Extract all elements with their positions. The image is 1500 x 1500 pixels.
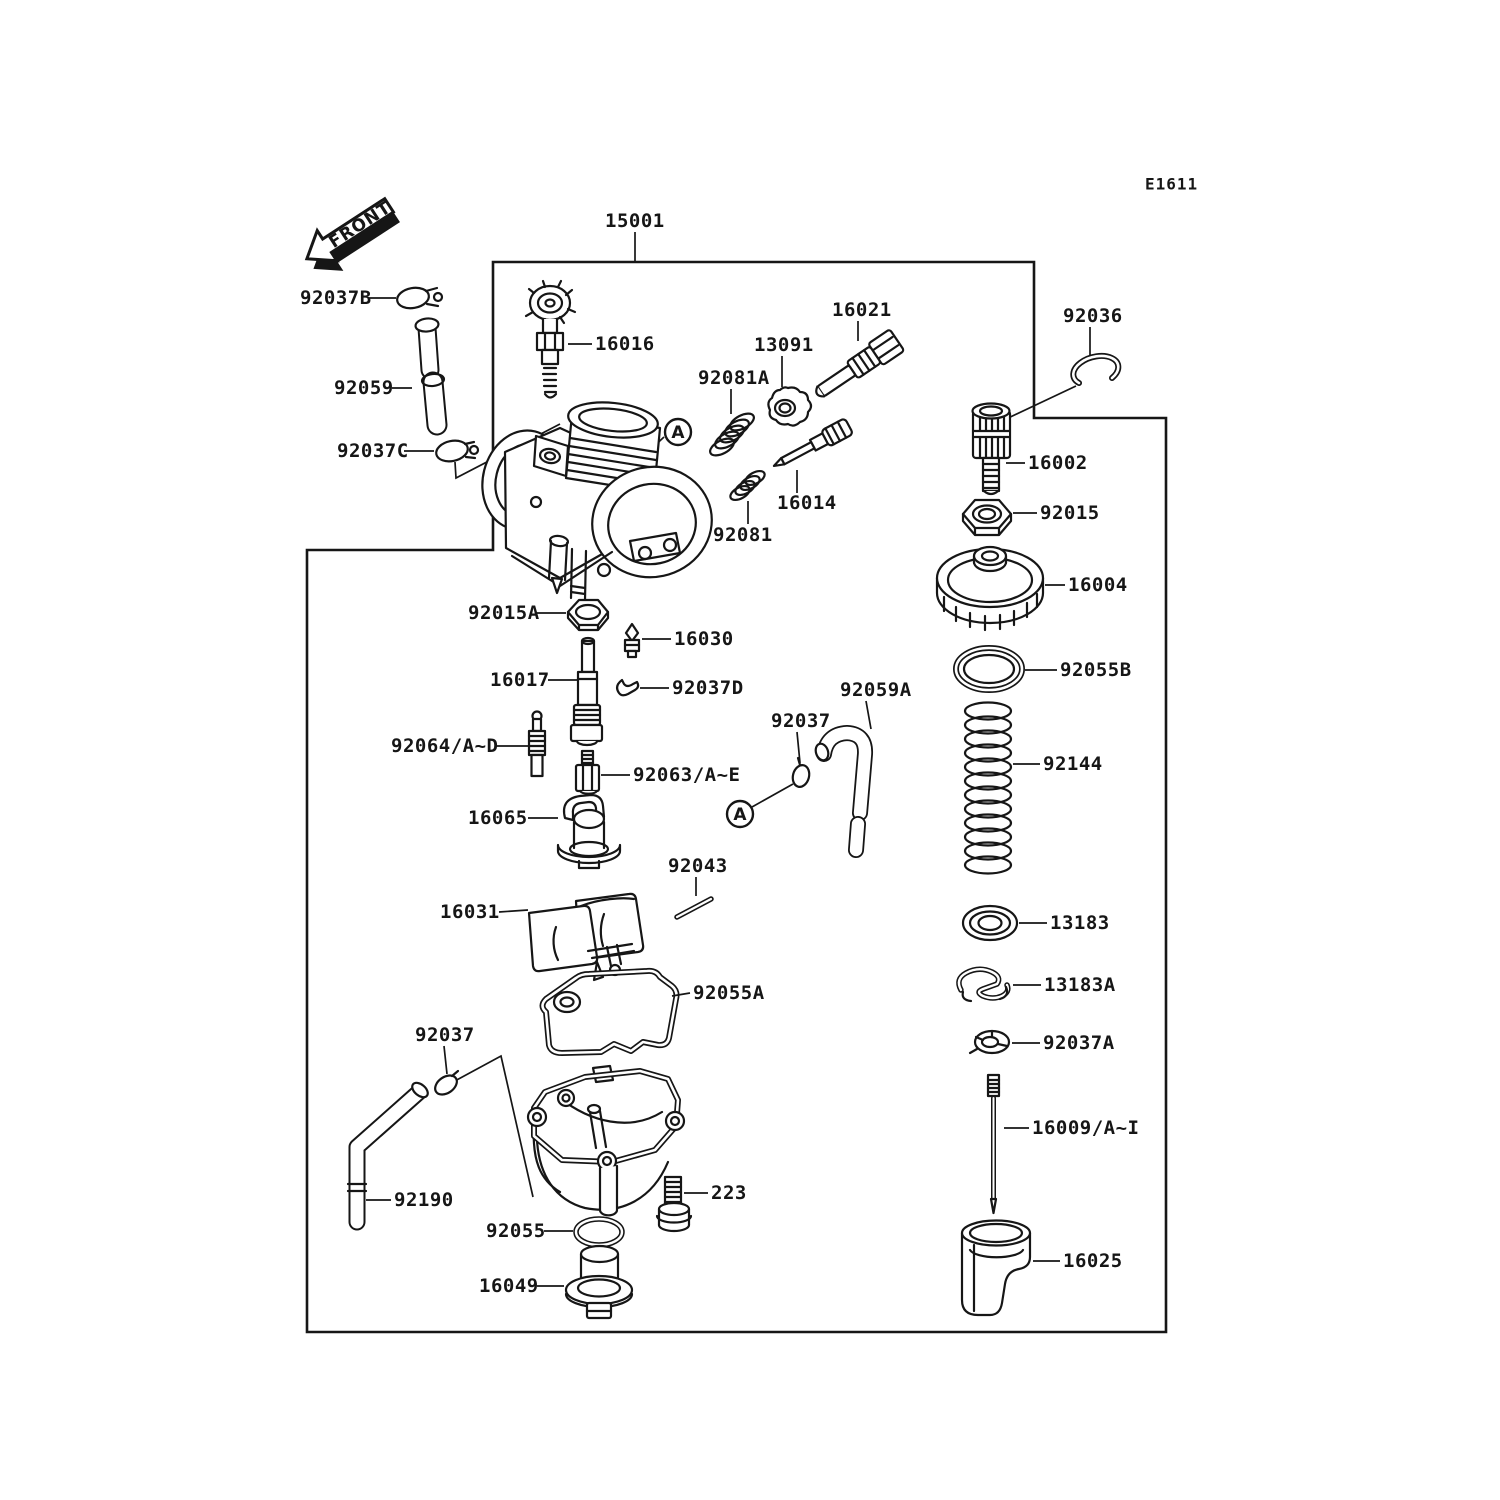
part-label-16017: 16017 xyxy=(490,669,550,691)
part-tube-92059A xyxy=(814,733,865,850)
part-float-16031 xyxy=(529,894,643,980)
part-label-16049: 16049 xyxy=(479,1275,539,1297)
part-eclip-92037A xyxy=(970,1031,1009,1053)
part-oring-92055B xyxy=(956,648,1022,690)
part-tube-92059 xyxy=(415,317,445,425)
part-label-92037C: 92037C xyxy=(337,440,409,462)
detail-marker-label: A xyxy=(733,805,747,825)
parts-artwork xyxy=(348,281,1118,1318)
part-float-valve-16030 xyxy=(625,624,639,657)
part-gasket-92055A xyxy=(543,971,677,1053)
part-label-92037A: 92037A xyxy=(1043,1032,1115,1054)
leader-line-92059A xyxy=(866,701,871,729)
part-label-92063AE: 92063/A~E xyxy=(633,764,741,786)
part-clip-92037D xyxy=(617,680,638,695)
part-choke-16021 xyxy=(810,329,905,405)
part-label-92064AD: 92064/A~D xyxy=(391,735,499,757)
part-nut-92015 xyxy=(963,500,1011,535)
part-spring-92081 xyxy=(728,468,767,503)
part-label-16014: 16014 xyxy=(777,492,837,514)
part-label-92037D: 92037D xyxy=(672,677,744,699)
front-arrow-label: FRONT xyxy=(325,197,396,253)
detail-marker-A-1 xyxy=(665,419,691,445)
part-label-13183: 13183 xyxy=(1050,912,1110,934)
part-label-92144: 92144 xyxy=(1043,753,1103,775)
part-nut-92015A xyxy=(568,600,608,630)
front-arrow xyxy=(297,190,405,284)
part-knob-13091 xyxy=(768,387,811,425)
part-clamp-92037B xyxy=(396,285,442,310)
part-label-15001: 15001 xyxy=(605,210,665,232)
part-clamp-92037C xyxy=(434,438,478,464)
part-clamp-92037-mid xyxy=(790,758,811,789)
part-label-92081A: 92081A xyxy=(698,367,770,389)
part-label-16021: 16021 xyxy=(832,299,892,321)
part-float-bowl xyxy=(528,1066,684,1215)
part-clip-13183A xyxy=(959,969,1008,1001)
part-label-92055A: 92055A xyxy=(693,982,765,1004)
part-label-92055B: 92055B xyxy=(1060,659,1132,681)
part-screw-16016 xyxy=(526,281,575,398)
part-oring-92055 xyxy=(576,1219,622,1245)
leader-line-92037 xyxy=(444,1046,447,1074)
part-label-92081: 92081 xyxy=(713,524,773,546)
part-clamp-92037-bottom xyxy=(432,1071,461,1098)
part-label-16004: 16004 xyxy=(1068,574,1128,596)
part-label-16009AI: 16009/A~I xyxy=(1032,1117,1140,1139)
part-label-92015: 92015 xyxy=(1040,502,1100,524)
part-label-16002: 16002 xyxy=(1028,452,1088,474)
part-label-92043: 92043 xyxy=(668,855,728,877)
part-label-92015A: 92015A xyxy=(468,602,540,624)
part-label-92055: 92055 xyxy=(486,1220,546,1242)
part-label-16030: 16030 xyxy=(674,628,734,650)
part-plug-16049 xyxy=(566,1246,632,1318)
part-label-16025: 16025 xyxy=(1063,1250,1123,1272)
part-label-16065: 16065 xyxy=(468,807,528,829)
detail-marker-A-2 xyxy=(727,801,753,827)
part-spring-92081A xyxy=(707,410,756,459)
part-main-jet-92063 xyxy=(576,751,599,794)
part-label-92037B: 92037B xyxy=(300,287,372,309)
part-jet-needle-16009 xyxy=(988,1075,999,1213)
part-pilot-jet-92064 xyxy=(529,712,545,777)
part-eclip-92036 xyxy=(1073,356,1118,383)
part-needle-jet-16017 xyxy=(571,638,602,745)
part-slide-16025 xyxy=(962,1221,1030,1316)
part-holder-16065 xyxy=(558,795,620,868)
part-cap-16004 xyxy=(937,547,1043,630)
part-label-13183A: 13183A xyxy=(1044,974,1116,996)
part-label-92059A: 92059A xyxy=(840,679,912,701)
part-adjuster-16002 xyxy=(973,404,1011,495)
part-needle-16014 xyxy=(770,418,854,474)
part-label-92059: 92059 xyxy=(334,377,394,399)
diagram-code: E1611 xyxy=(1145,174,1199,194)
leader-line-16031 xyxy=(499,910,528,912)
part-screw-223 xyxy=(657,1177,691,1231)
detail-marker-label: A xyxy=(671,423,685,443)
part-float-pin-92043 xyxy=(677,899,711,917)
part-label-16016: 16016 xyxy=(595,333,655,355)
part-label-16031: 16031 xyxy=(440,901,500,923)
part-label-92037: 92037 xyxy=(771,710,831,732)
part-washer-13183 xyxy=(963,906,1017,940)
part-label-13091: 13091 xyxy=(754,334,814,356)
part-label-223: 223 xyxy=(711,1182,747,1204)
part-spring-92144 xyxy=(965,703,1011,874)
part-label-92190: 92190 xyxy=(394,1189,454,1211)
part-label-92036: 92036 xyxy=(1063,305,1123,327)
part-label-92037: 92037 xyxy=(415,1024,475,1046)
